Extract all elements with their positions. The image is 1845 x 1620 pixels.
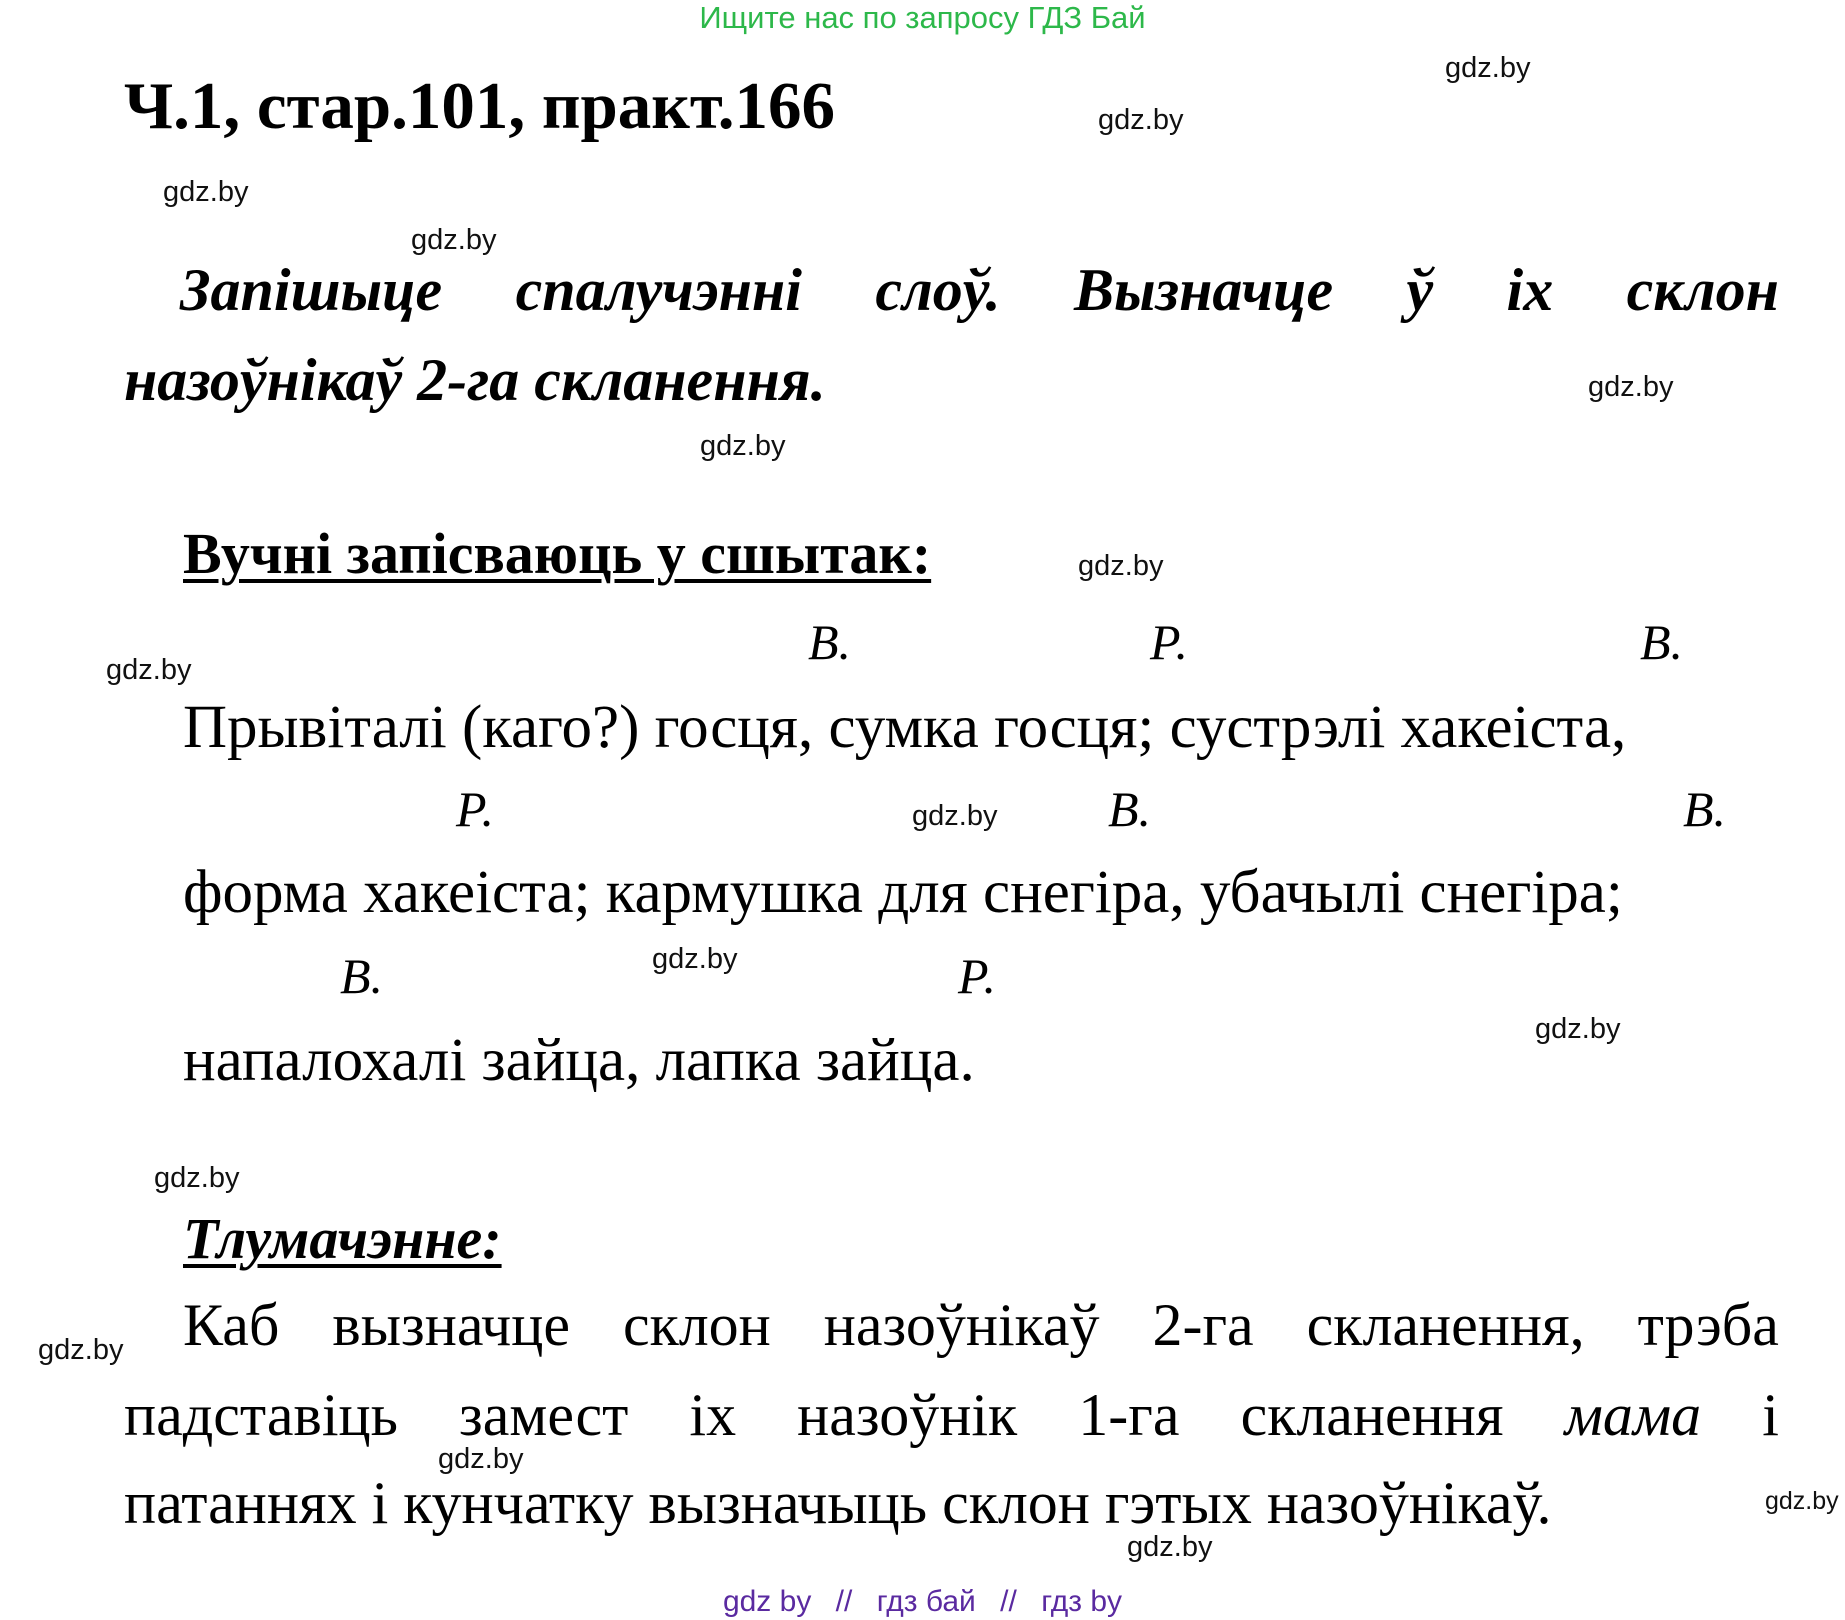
footer-separator: // <box>835 1585 853 1618</box>
watermark: gdz.by <box>163 176 249 208</box>
footer-link[interactable]: gdz by <box>722 1585 812 1618</box>
footer-links <box>0 1585 1845 1619</box>
explanation-word: трэба <box>1637 1292 1779 1358</box>
case-mark: В. <box>808 614 852 670</box>
task-word: склон <box>1626 257 1779 323</box>
explanation-word: 2-га <box>1152 1292 1254 1358</box>
watermark: gdz.by <box>652 943 738 975</box>
watermark: gdz.by <box>1098 104 1184 136</box>
case-mark: Р. <box>1150 614 1189 670</box>
footer-separator: // <box>1000 1585 1017 1618</box>
explanation-word: і <box>1762 1382 1779 1448</box>
watermark: gdz.by <box>154 1162 240 1194</box>
watermark: gdz.by <box>438 1443 524 1475</box>
explanation-word: падставіць <box>124 1382 398 1448</box>
answer-line-3: напалохалі зайца, лапка зайца. <box>183 1027 975 1094</box>
case-mark: Р. <box>456 781 495 837</box>
answer-line-2: форма хакеіста; кармушка для снегіра, убачылі снегіра; <box>183 859 1623 926</box>
task-word: слоў. <box>875 257 1001 323</box>
watermark: gdz.by <box>700 430 786 462</box>
watermark: gdz.by <box>1535 1013 1621 1045</box>
explanation-line-1 <box>183 1292 1779 1358</box>
watermark: gdz.by <box>912 800 998 832</box>
watermark: gdz.by <box>1765 1487 1839 1515</box>
case-mark: В. <box>1683 781 1727 837</box>
explanation-word: Каб <box>183 1292 280 1358</box>
watermark: gdz.by <box>1588 371 1674 403</box>
case-mark: В. <box>340 948 384 1004</box>
case-mark: В. <box>1108 781 1152 837</box>
watermark: gdz.by <box>1127 1531 1213 1563</box>
explanation-heading: Тлумачэнне: <box>183 1206 502 1271</box>
watermark: gdz.by <box>38 1334 124 1366</box>
task-word: ў <box>1406 257 1434 323</box>
explanation-word: склон <box>622 1292 771 1358</box>
watermark: gdz.by <box>1078 550 1164 582</box>
task-word: іх <box>1506 257 1554 323</box>
watermark: gdz.by <box>1445 52 1531 84</box>
task-line-1 <box>180 257 1779 323</box>
top-banner[interactable]: Ищите нас по запросу ГДЗ Бай <box>699 0 1146 35</box>
watermark: gdz.by <box>106 654 192 686</box>
explanation-word: назоўнікаў <box>823 1292 1100 1358</box>
footer-link[interactable]: гдз by <box>1041 1585 1123 1618</box>
task-word: Вызначце <box>1074 257 1334 323</box>
explanation-italic-word: мама <box>1564 1382 1702 1448</box>
task-word: Запішыце <box>180 257 443 323</box>
case-mark: Р. <box>958 948 997 1004</box>
page-title: Ч.1, стар.101, практ.166 <box>124 69 835 143</box>
explanation-word: скланення <box>1240 1382 1504 1448</box>
explanation-line-3: патаннях і кунчатку вызначыць склон гэтых назоўнікаў. <box>124 1470 1552 1536</box>
task-word: спалучэнні <box>515 257 802 323</box>
explanation-word: замест <box>459 1382 629 1448</box>
explanation-word: назоўнік <box>797 1382 1018 1448</box>
task-line-2: назоўнікаў 2-га скланення. <box>124 347 826 413</box>
explanation-word: іх <box>689 1382 737 1448</box>
explanation-word: вызначце <box>332 1292 570 1358</box>
answer-heading: Вучні запісваюць у сшытак: <box>183 521 932 586</box>
explanation-word: 1-га <box>1078 1382 1180 1448</box>
answer-line-1: Прывіталі (каго?) госця, сумка госця; сустрэлі хакеіста, <box>183 694 1627 761</box>
footer-link[interactable]: гдз бай <box>876 1585 976 1618</box>
explanation-word: скланення, <box>1306 1292 1585 1358</box>
watermark: gdz.by <box>411 224 497 256</box>
explanation-line-2 <box>124 1382 1779 1448</box>
case-mark: В. <box>1640 614 1684 670</box>
